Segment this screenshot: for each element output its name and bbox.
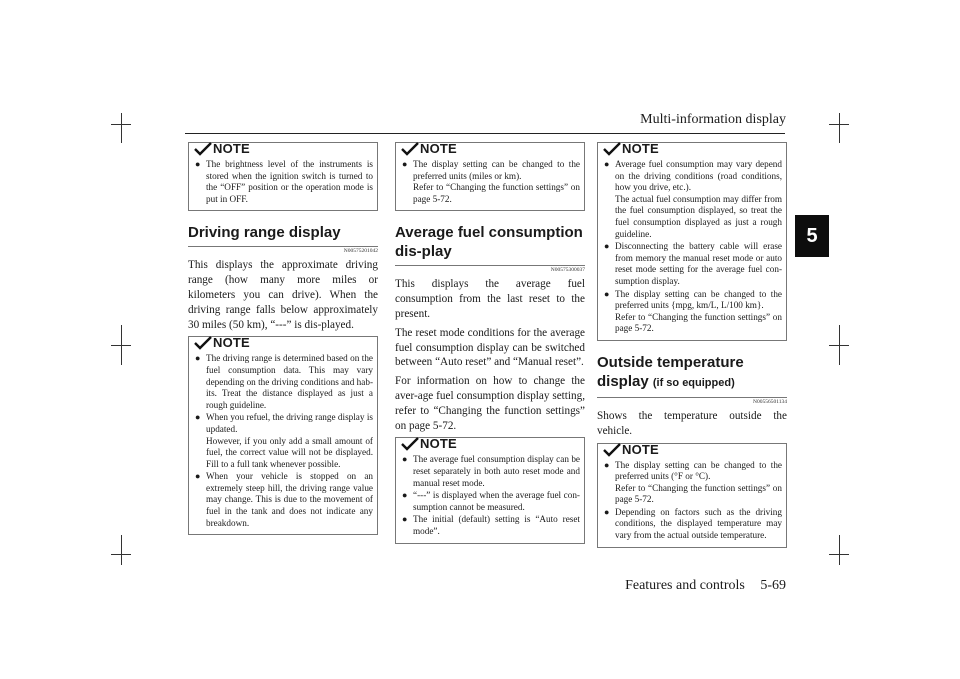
running-header-title: Multi-information display	[640, 112, 786, 127]
bullet-icon: ●	[604, 159, 610, 169]
footer-section: Features and controls	[625, 578, 745, 593]
note-label: NOTE	[622, 441, 659, 457]
check-icon	[193, 336, 213, 350]
column-3	[597, 142, 787, 556]
section-title: Average fuel consumption dis-play	[395, 219, 585, 266]
note-item-text: The initial (default) setting is “Auto reset mode”.	[413, 514, 580, 536]
note-item-text: Average fuel consumption may vary depend on the driving conditions (road conditions, how you drive, etc.). The actual fuel consumption may differ from the fuel consumption displayed, so treat the fuel consumption displayed as just a rough guideline.	[615, 159, 782, 239]
bullet-icon: ●	[195, 353, 201, 364]
note-item	[604, 289, 782, 335]
body-paragraph: This displays the average fuel consumption from the last reset to the present.	[395, 278, 585, 320]
note-item	[604, 460, 782, 506]
note-item-text: The driving range is determined based on the fuel consumption data. This may vary depending on the driving conditions and hab-its. Treat the distance displayed as just a rough guideline.	[206, 353, 373, 410]
note-item-text: When you refuel, the driving range display is updated. However, if you only add a small amount of fuel, the correct value will not be displayed. Fill to a full tank whenever possible.	[206, 412, 373, 469]
bullet-icon: ●	[195, 159, 201, 169]
note-item	[195, 159, 373, 205]
bullet-icon: ●	[402, 490, 408, 501]
note-item	[402, 159, 580, 205]
note-box	[597, 443, 787, 548]
note-box	[395, 437, 585, 543]
chapter-tab: 5	[795, 215, 829, 257]
check-icon	[602, 142, 622, 156]
header-rule	[185, 133, 785, 134]
note-label: NOTE	[420, 141, 457, 156]
section-code: N00556501134	[752, 398, 787, 405]
note-item	[402, 454, 580, 489]
note-item-text: Depending on factors such as the driving conditions, the displayed temperature may vary from the actual outside temperature.	[615, 506, 782, 541]
note-item-text: The brightness level of the instruments is stored when the ignition switch is turned to the “OFF” position or the operation mode is put in OFF.	[206, 159, 373, 204]
note-box	[597, 142, 787, 341]
check-icon	[193, 142, 213, 156]
note-label: NOTE	[213, 335, 250, 351]
note-item-text: Disconnecting the battery cable will erase from memory the manual reset mode or auto reset mode setting for the average fuel con-sumption display.	[615, 241, 782, 286]
note-box	[188, 142, 378, 211]
check-icon	[602, 443, 622, 457]
note-item	[195, 471, 373, 529]
note-box	[395, 142, 585, 211]
section-title	[597, 349, 787, 398]
bullet-icon: ●	[402, 159, 408, 169]
section-code: N00575300037	[550, 267, 585, 274]
note-item-text: “---” is displayed when the average fuel con-sumption cannot be measured.	[413, 490, 580, 512]
column-1	[188, 142, 378, 543]
bullet-icon: ●	[604, 459, 610, 470]
check-icon	[400, 437, 420, 451]
note-item-text: The display setting can be changed to the preferred units (°F or °C). Refer to “Changing the function settings” on page 5-72.	[615, 459, 782, 505]
note-item-text: The display setting can be changed to the preferred units (miles or km). Refer to “Changing the function settings” on page 5-72.	[413, 159, 580, 204]
note-item	[604, 241, 782, 287]
page-footer	[613, 578, 786, 594]
bullet-icon: ●	[195, 412, 201, 423]
bullet-icon: ●	[604, 288, 610, 299]
section-title-suffix: (if so equipped)	[652, 376, 735, 389]
note-item	[195, 412, 373, 470]
footer-page-number: 5-69	[760, 578, 786, 593]
note-item	[195, 353, 373, 411]
body-paragraph: This displays the approximate driving range (how many more miles or kilometers you can drive). When the driving range falls below approximately 30 miles (50 km), “---” is dis-played.	[188, 259, 378, 331]
note-item	[402, 514, 580, 537]
section-code: N00575201042	[343, 248, 378, 255]
note-label: NOTE	[213, 141, 250, 156]
bullet-icon: ●	[402, 514, 408, 525]
note-item	[604, 507, 782, 542]
bullet-icon: ●	[604, 241, 610, 252]
bullet-icon: ●	[402, 454, 408, 465]
note-item-text: The display setting can be changed to the preferred units {mpg, km/L, L/100 km}. Refer to “Changing the function settings” on page 5-72.	[615, 288, 782, 334]
body-paragraph: For information on how to change the aver-age fuel consumption display setting, refer to “Changing the function settings” on page 5-72.	[395, 375, 585, 432]
bullet-icon: ●	[195, 471, 201, 482]
check-icon	[400, 142, 420, 156]
body-paragraph: Shows the temperature outside the vehicle.	[597, 409, 787, 437]
section-title: Driving range display	[188, 219, 378, 247]
note-item	[604, 159, 782, 240]
column-2	[395, 142, 585, 552]
note-label: NOTE	[622, 141, 659, 156]
body-paragraph: The reset mode conditions for the average fuel consumption display can be switched between “Auto reset” and “Manual reset”.	[395, 326, 585, 369]
section-title-text: Outside temperature display	[597, 353, 744, 390]
note-label: NOTE	[420, 436, 457, 452]
note-item-text: When your vehicle is stopped on an extremely steep hill, the driving range value may change. This is due to the movement of fuel in the tank and does not indicate any breakdown.	[206, 471, 373, 528]
note-box	[188, 336, 378, 535]
bullet-icon: ●	[604, 506, 610, 517]
note-item	[402, 490, 580, 513]
note-item-text: The average fuel consumption display can be reset separately in both auto reset mode and manual reset mode.	[413, 454, 580, 488]
